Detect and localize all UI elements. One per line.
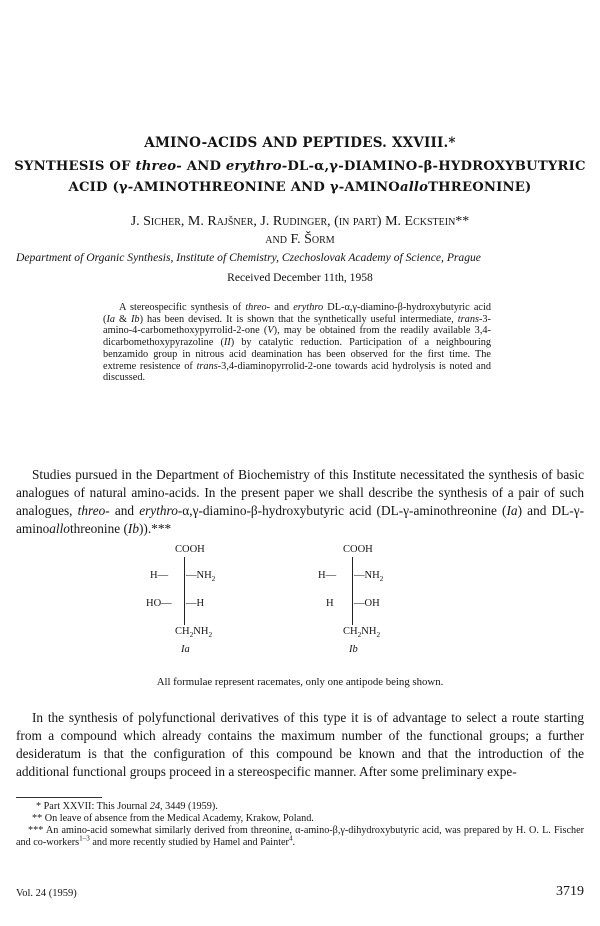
title-text: THREONINE): [428, 180, 532, 195]
body-italic: Ia: [506, 503, 518, 518]
formula-text: NH: [361, 626, 377, 637]
formula-ia-r1-left: H—: [150, 570, 169, 581]
abstract-italic: trans: [196, 360, 218, 372]
body-italic: erythro: [139, 503, 178, 518]
footnote-1: [16, 801, 584, 813]
abstract-italic: Ia: [106, 313, 116, 325]
formula-subscript: 2: [211, 574, 216, 584]
formula-ib-r2-right: —OH: [354, 598, 380, 609]
authors-line-2: and F. Šorm: [265, 232, 335, 247]
abstract-italic: trans: [457, 313, 479, 325]
title-text: AND: [181, 159, 226, 174]
formula-subscript: 2: [189, 630, 194, 640]
formula-ia-top: COOH: [175, 544, 205, 555]
footnote-text: , 3449 (1959).: [160, 801, 218, 812]
title-line-1: AMINO-ACIDS AND PEPTIDES. XXVIII.*: [144, 135, 456, 151]
abstract: [103, 302, 491, 384]
body-text: and: [109, 503, 140, 518]
body-text: )).***: [138, 521, 172, 536]
formula-text: NH: [193, 626, 209, 637]
abstract-text: and: [270, 302, 294, 313]
formula-subscript: 2: [357, 630, 362, 640]
authors-line-1: J. Sicher, M. Rajšner, J. Rudinger, (in part) M. Eckstein**: [130, 214, 470, 229]
body-text: -α,γ-diamino-β-hydroxybutyric acid (DL-γ-aminothreonine (: [177, 503, 507, 518]
footnote-italic: 24: [149, 801, 161, 812]
body-text: threonine (: [69, 521, 128, 536]
formula-ib-backbone: [352, 557, 353, 625]
volume-footer: Vol. 24 (1959): [16, 888, 77, 899]
abstract-text: A stereospecific synthesis of: [119, 302, 246, 313]
title-italic: allo: [399, 180, 429, 195]
affiliation: Department of Organic Synthesis, Institute of Chemistry, Czechoslovak Academy of Science, Prague: [16, 251, 481, 264]
body-text: ) and DL-γ-amino: [16, 503, 584, 536]
formula-ia-label: Ia: [181, 644, 190, 655]
formula-ia-backbone: [184, 557, 185, 625]
formula-text: —NH: [354, 570, 380, 581]
formula-ia-r2-left: HO—: [146, 598, 172, 609]
abstract-text: -3-amino-4-carbomethoxypyrrolid-2-one (: [103, 313, 491, 337]
formula-subscript: 2: [379, 574, 384, 584]
formula-ib-r1-left: H—: [318, 570, 337, 581]
formula-ib-r2-left: H: [326, 598, 334, 609]
title-italic: erythro-: [225, 159, 288, 174]
footnote-2: ** On leave of absence from the Medical Academy, Krakow, Poland.: [32, 813, 314, 824]
abstract-italic: Ib: [130, 313, 140, 325]
formula-ib-top: COOH: [343, 544, 373, 555]
body-text: Studies pursued in the Department of Biochemistry of this Institute necessitated the synthesis of basic analogues of natural amino-acids. In the present paper we shall describe the synthesis of a pair of such analogues,: [16, 467, 584, 518]
title-line-3: [0, 180, 600, 195]
abstract-text: ) has been devised. It is shown that the synthetically useful intermediate,: [139, 313, 458, 325]
formula-ib-bottom: [343, 626, 381, 640]
formula-subscript: 2: [208, 630, 213, 640]
title-italic: threo-: [135, 159, 182, 174]
title-text: SYNTHESIS OF: [14, 159, 136, 174]
structural-formulae: [0, 540, 600, 660]
formula-text: —NH: [186, 570, 212, 581]
body-italic: threo-: [77, 503, 110, 518]
body-paragraph-2: In the synthesis of polyfunctional derivatives of this type it is of advantage to select a route starting from a compound which already contains the maximum number of the functional groups; a further desideratum is that the configuration of this compound be known and that the introduction of the additional functional groups proceed in a stereospecific manner. After some preliminary expe-: [16, 710, 584, 779]
formula-ib-label: Ib: [349, 644, 358, 655]
abstract-text: DL-α,γ-diamino-β-hydroxybutyric acid (: [103, 302, 492, 325]
received-date: Received December 11th, 1958: [227, 271, 373, 284]
abstract-italic: erythro: [293, 302, 324, 313]
abstract-text: -3,4-diaminopyrrolid-2-one towards acid hydrolysis is noted and discussed.: [103, 360, 491, 384]
footnote-superscript: 1–3: [79, 834, 90, 843]
abstract-text: &: [115, 313, 131, 325]
footnote-text: .: [292, 836, 296, 848]
body-italic: Ib: [127, 521, 139, 536]
formulae-caption: All formulae represent racemates, only one antipode being shown.: [156, 676, 444, 688]
body-paragraph-1: [16, 466, 584, 538]
footnote-text: *** An amino-acid somewhat similarly derived from threonine, α-amino-β,γ-dihydroxybutyric acid, was prepared by H. O. L. Fischer and co-workers: [16, 825, 584, 848]
page-number: 3719: [556, 884, 584, 899]
footnote-rule: [16, 797, 102, 798]
footnote-superscript: 4: [288, 834, 293, 843]
footnote-3: [16, 825, 584, 849]
formula-ia-r2-right: —H: [186, 598, 205, 609]
formula-text: CH: [175, 626, 190, 637]
body-italic: allo: [49, 521, 70, 536]
title-line-2: [0, 159, 600, 174]
formula-subscript: 2: [376, 630, 381, 640]
abstract-italic: II: [223, 337, 231, 349]
footnote-text: and more recently studied by Hamel and Painter: [89, 836, 289, 848]
title-text: ACID (γ-AMINOTHREONINE AND γ-AMINO: [68, 180, 400, 195]
abstract-text: ), may be obtained from the readily available 3,4-dicarbomethoxypyrazoline (: [103, 325, 491, 349]
formula-ib-r1-right: [354, 570, 384, 584]
formula-ia-bottom: [175, 626, 213, 640]
formula-ia-r1-right: [186, 570, 216, 584]
abstract-italic: V: [267, 325, 274, 337]
abstract-text: ) by catalytic reduction. Participation of a neighbouring benzamido group in nitrous acid deamination has been observed for the first time. The extreme resistence of: [103, 337, 491, 372]
footnote-text: * Part XXVII: This Journal: [36, 801, 150, 812]
formula-text: CH: [343, 626, 358, 637]
title-text: DL-α,γ-DIAMINO-β-HYDROXYBUTYRIC: [287, 159, 586, 174]
abstract-italic: threo-: [245, 302, 271, 313]
